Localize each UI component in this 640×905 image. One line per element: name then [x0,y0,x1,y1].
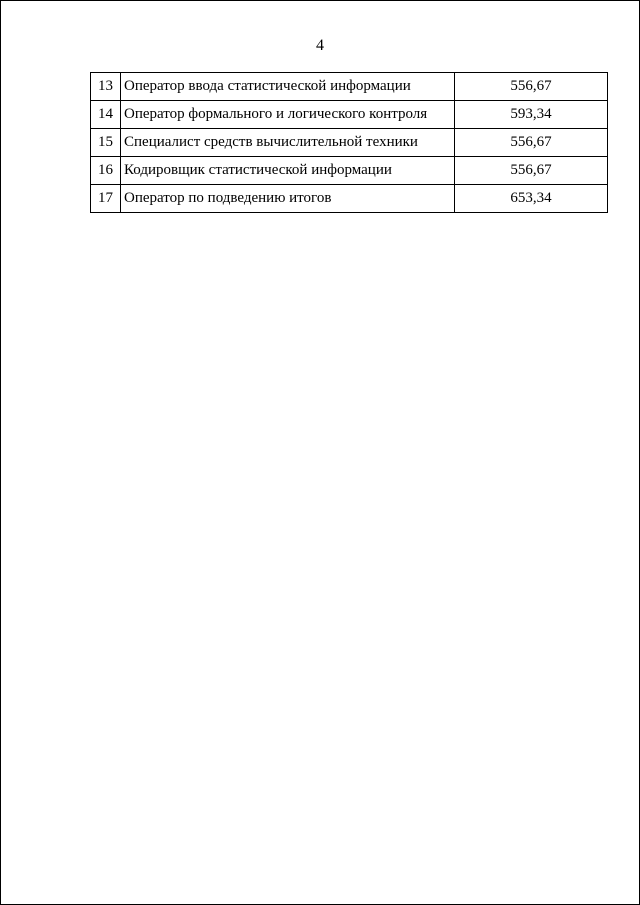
table-row [91,129,608,157]
table-row [91,73,608,101]
salary-value: 556,67 [455,157,608,185]
salary-value: 653,34 [455,185,608,213]
row-number: 14 [91,101,121,129]
position-name: Кодировщик статистической информации [121,157,455,185]
position-name: Оператор формального и логического контроля [121,101,455,129]
table-row [91,185,608,213]
row-number: 16 [91,157,121,185]
table-row [91,157,608,185]
salary-table [90,72,608,213]
salary-value: 593,34 [455,101,608,129]
position-name: Специалист средств вычислительной техники [121,129,455,157]
row-number: 13 [91,73,121,101]
position-name: Оператор ввода статистической информации [121,73,455,101]
salary-value: 556,67 [455,129,608,157]
page-number: 4 [316,37,324,54]
salary-value: 556,67 [455,73,608,101]
position-name: Оператор по подведению итогов [121,185,455,213]
row-number: 15 [91,129,121,157]
row-number: 17 [91,185,121,213]
table-row [91,101,608,129]
